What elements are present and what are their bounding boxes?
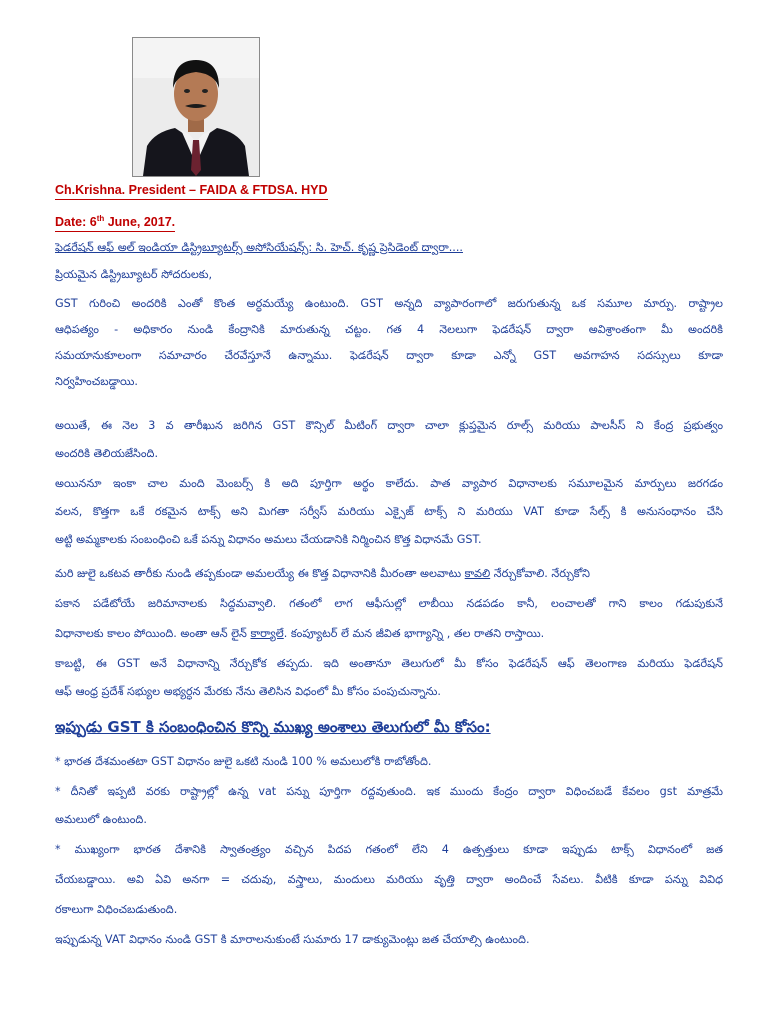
body-line: నిర్వహించబడ్డాయి. (55, 375, 138, 388)
body-line: అట్టి అమ్మకాలకు సంబంధించి ఒకే పన్ను విధానం అమలు చేయడానికి నిర్మించిన కొత్త విధానమే GST. (55, 533, 482, 546)
underlined-word: కావలి (464, 567, 491, 580)
date-line: Date: 6th June, 2017. (55, 211, 175, 232)
author-line: Ch.Krishna. President – FAIDA & FTDSA. HYD (55, 182, 328, 200)
body-line: ఆధిపత్యం - అధికారం నుండి కేంద్రానికి మారుతున్న చట్టం. గత 4 నెలలుగా ఫెడరేషన్ ద్వారా అవిశ్రాంతంగా మీ అందరికి (55, 323, 723, 336)
portrait-photo (132, 37, 260, 177)
bullet-item: చేయబడ్డాయి. అవి ఏవి అనగా = చదువు, వస్త్రాలు, మందులు మరియు వృత్తి ద్వారా అందించే సేవలు. వీటికి కూడా పన్ను వివిధ (55, 873, 723, 886)
body-line: సమయానుకూలంగా సమాచారం చేరవేస్తూనే ఉన్నాము. ఫెడరేషన్ ద్వారా కూడా ఎన్నో GST అవగాహన సదస్సులు కూడా (55, 349, 723, 362)
subtitle-line: ఫెడరేషన్ ఆఫ్ అల్ ఇండియా డిస్ట్రిబ్యూటర్స్ అసోసియేషన్స్: సి. హెచ్. కృష్ణ ప్రెసిడెంట్ ద్వారా.... (55, 241, 463, 254)
bullet-item: * దీనితో ఇప్పటి వరకు రాష్ట్రాల్లో ఉన్న vat పన్ను పూర్తిగా రద్దవుతుంది. ఇక ముందు కేంద్రం ద్వారా విధించబడే కేవలం gst మాత్రమే (55, 785, 723, 798)
body-line: అయిననూ ఇంకా చాల మంది మెంబర్స్ కి అది పూర్తిగా అర్థం కాలేదు. పాత వ్యాపార విధానాలకు సమూలమైన మార్పులు జరగడం (55, 477, 723, 490)
body-line: పకాన పడేటోయే జరిమానాలకు సిద్ధమవ్వాలి. గతంలో లాగ ఆఫీసుల్లో లాబీయి నడపడం కానీ, లంచాలతో గాని కాలం గడుపుకునే (55, 597, 723, 610)
greeting: ప్రియమైన డిస్ట్రిబ్యూటర్ సోదరులకు, (55, 268, 213, 281)
bullet-item: అమలులో ఉంటుంది. (55, 813, 147, 826)
body-line: GST గురించి అందరికి ఎంతో కొంత అర్ధమయ్యే ఉంటుంది. GST అన్నది వ్యాపారంగాలో జరుగుతున్న ఒక సమూల మార్పు. రాష్ట్రాల (55, 297, 723, 310)
body-line: ఆఫ్ ఆంధ్ర ప్రదేశ్ సభ్యుల అభ్యర్ధన మేరకు నేను తెలిసిన విధంలో మీ కోసం పంపుచున్నాను. (55, 685, 441, 698)
body-line: విధానాలకు కాలం పోయింది. అంతా ఆన్ లైన్ కార్యాలే. కంప్యూటర్ లే మన జీవిత భాగ్యాన్ని , తల రాతని రాస్తాయి. (55, 627, 545, 640)
body-line: వలన, కొత్తగా ఒకే రకమైన టాక్స్ అని మిగతా సర్వీస్ మరియు ఎక్సైజ్ టాక్స్ ని మరియు VAT కూడా సేల్స్ కి అనుసంధానం చేసి (55, 505, 723, 518)
body-line-july: మరి జులై ఒకటవ తారీకు నుండి తప్పకుండా అమలయ్యే ఈ కొత్త విధానానికి మీరంతా అలవాటు కావలి నేర్చుకోవాలి. నేర్చుకోని (55, 567, 591, 580)
underlined-word: కార్యాలే (250, 627, 284, 640)
body-line: అయితే, ఈ నెల 3 వ తారీఖున జరిగిన GST కౌన్సిల్ మీటింగ్ ద్వారా చాలా క్లుప్తమైన రూల్స్ మరియు పాలసీస్ ని కేంద్ర ప్రభుత్వం (55, 419, 723, 432)
body-line: ఇప్పుడున్న VAT విధానం నుండి GST కి మారాలనుకుంటే సుమారు 17 డాక్యుమెంట్లు జత చేయాల్సి ఉంటుంది. (55, 933, 530, 946)
body-line: కాబట్టి, ఈ GST అనే విధానాన్ని నేర్చుకోక తప్పదు. ఇది అంతానూ తెలుగులో మీ కోసం ఫెడరేషన్ ఆఫ్ తెలంగాణ మరియు ఫెడరేషన్ (55, 657, 723, 670)
section-heading: ఇప్పుడు GST కి సంబంధించిన కొన్ని ముఖ్య అంశాలు తెలుగులో మీ కోసం: (55, 718, 491, 736)
bullet-item: రకాలుగా విధించబడుతుంది. (55, 903, 178, 916)
bullet-item: * ముఖ్యంగా భారత దేశానికి స్వాతంత్ర్యం వచ్చిన పిదప గతంలో లేని 4 ఉత్పత్తులు కూడా ఇప్పుడు టాక్స్ విధానంలో జత (55, 843, 723, 856)
body-line: అందరికి తెలియజేసింది. (55, 447, 159, 460)
bullet-item: * భారత దేశమంతటా GST విధానం జులై ఒకటి నుండి 100 % అమలులోకి రాబోతోంది. (55, 755, 432, 768)
